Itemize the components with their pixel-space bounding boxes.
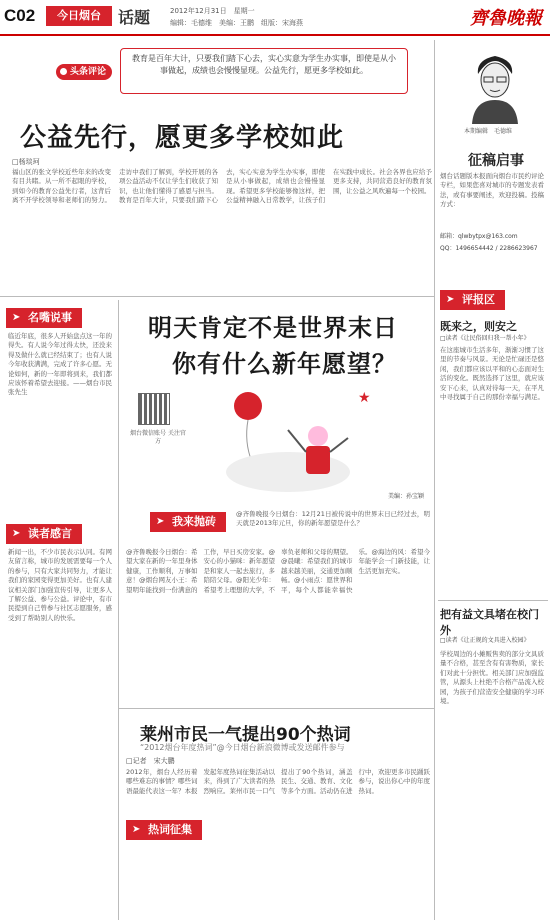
center-title-2: 你有什么新年愿望？	[172, 350, 397, 378]
hot-title: 莱州市民一气提出90个热词	[140, 725, 351, 745]
svg-text:★: ★	[358, 390, 371, 406]
side-article-1-title: 既来之，则安之	[440, 320, 517, 333]
hot-badge: ➤ 热词征集	[126, 820, 202, 840]
left-badge-talk: ➤ 名嘴说事	[6, 308, 82, 328]
headline-byline: □杨琰珂	[12, 158, 40, 166]
recruit-text: 烟台话题版本报面向烟台市民约评论专栏，如果您喜对城市的专题发表看法，或有事要阐述，欢迎投稿。投稿方式：	[440, 172, 544, 209]
recruit-title: 征稿启事	[468, 153, 524, 169]
recruit-qq: QQ：1496654442 / 2286623967	[440, 245, 538, 252]
qr-caption: 烟台微信账号 关注官方	[130, 430, 186, 445]
center-title-1: 明天肯定不是世界末日	[148, 314, 398, 342]
section-tag: 今日烟台	[46, 6, 112, 26]
author-caption: 本期编辑 毛德维	[464, 128, 513, 135]
author-portrait	[464, 44, 526, 124]
left-badge-readers: ➤ 读者感言	[6, 524, 82, 544]
topic-label: 话题	[118, 8, 151, 27]
side-article-1-body: 在这座城市生活多年，渐渐习惯了这里的节奏与风景。无论是忙碌还是悠闲，我们都应该以平和的心态面对生活的变化。既然选择了这里，就应该安下心来，认真对待每一天，在平凡中寻找属于自己的那份幸福与满足。	[440, 346, 544, 402]
divider	[118, 300, 119, 920]
divider	[118, 708, 434, 709]
hot-byline: □记者 宋大鹏	[126, 757, 175, 765]
side-article-2-body: 学校周边的小摊贩售卖的部分文具质量不合格，甚至含有有害物质，家长们对此十分担忧。相关部门应加强监管，从源头上杜绝不合格产品流入校园，为孩子们营造安全健康的学习环境。	[440, 650, 544, 706]
headline-body: 福山区的张文学校近些年来的改变有目共睹。从一所不起眼的学校，到如今的教育公益先行者，这背后离不开学校领导和老师们的努力。走访中我们了解到，学校开展的各项公益活动不仅让学生们收获了知识，也让他们懂得了感恩与担当。教育是百年大计，只要我们踏下心去，实心实意为学生办实事，即使是从小事做起，成绩也会慢慢显现。希望更多学校能够像这样，把公益精神融入日常教学，让孩子们在实践中成长。社会各界也应给予更多支持，共同营造良好的教育氛围，让公益之风吹遍每一个校园。	[12, 168, 432, 205]
recruit-email: 邮箱：qlwbytpx@163.com	[440, 233, 518, 240]
issue-date: 2012年12月31日 星期一	[170, 7, 255, 15]
page-header	[0, 0, 550, 36]
headline-badge: 头条评论	[56, 64, 112, 80]
headline-quote: 教育是百年大计，只要我们踏下心去，实心实意为学生办实事，即使是从小事做起，成绩也会慢慢显现。公益先行，愿更多学校如此。	[120, 48, 408, 94]
side-article-2-title: 把有益文具堵在校门外	[440, 608, 539, 637]
hot-subtitle: “2012烟台年度热词”@今日烟台新浪微博或发送邮件参与	[140, 743, 345, 752]
page-number: C02	[4, 6, 36, 25]
editor-credits: 编辑：毛德维 美编：王鹏 组版：宋海燕	[170, 19, 303, 27]
left-text-2: 新闻一出，不少市民表示认同。有网友留言称，城市的发展需要每一个人的参与，只有大家共同努力，才能让我们的家园变得更加美好。也有人建议相关部门加强宣传引导，让更多人了解公益、参与公益。评论中，有市民提到自己曾参与社区志愿服务，感受到了帮助别人的快乐。	[8, 548, 112, 622]
center-replies: @齐鲁晚报今日烟台：希望大家在新的一年里身体健康，工作顺利，万事如意！@烟台网友小王：希望明年能找到一份满意的工作，早日买房安家。@安心的小猫咪：新年愿望是和家人一起去旅行，多陪陪父母。@阳光少年：希望考上理想的大学，不辜负老师和父母的期望。@晨曦：希望我们的城市越来越美丽，交通更加顺畅。@小雨点：愿世界和平，每个人都能幸福快乐。@海边的风：希望今年能学会一门新技能，让生活更加充实。	[126, 548, 430, 594]
divider	[434, 40, 435, 920]
side-article-1-byline: □读者《让民俗回归我一帮小年》	[440, 335, 530, 342]
newspaper-logo: 齊魯晚報	[470, 8, 542, 29]
hot-body: 2012年，烟台人经历着哪些难忘的事情？哪些词语最能代表这一年？本报发起年度热词征集活动以来，得到了广大读者的热烈响应。莱州市民一口气提出了90个热词，涵盖民生、交通、教育、文化等多个方面。活动仍在进行中，欢迎更多市民踊跃参与，说出你心中的年度热词。	[126, 768, 430, 795]
headline-title: 公益先行，愿更多学校如此	[20, 123, 345, 153]
designer-credit: 美编：孙宝颖	[388, 493, 425, 500]
qr-code	[138, 393, 170, 425]
center-badge: ➤ 我来抛砖	[150, 512, 226, 532]
side-article-2-byline: □读者《让正规的文具进入校园》	[440, 637, 530, 644]
center-intro: @齐鲁晚报今日烟台：12月21日被传说中的世界末日已经过去，明天就是2013年元旦，你的新年愿望是什么？	[236, 510, 430, 528]
divider	[438, 600, 548, 601]
side-badge: ➤ 评报区	[440, 290, 505, 310]
left-text-1: 临近年底，很多人开始盘点这一年的得失。有人说今年过得太快，还没来得及做什么就已经结束了；也有人说今年收获满满，完成了许多心愿。无论如何，新的一年即将到来，我们都应该怀着希望去迎接。——烟台市民张先生	[8, 332, 112, 397]
divider	[0, 296, 434, 297]
illustration-wish	[208, 382, 378, 500]
